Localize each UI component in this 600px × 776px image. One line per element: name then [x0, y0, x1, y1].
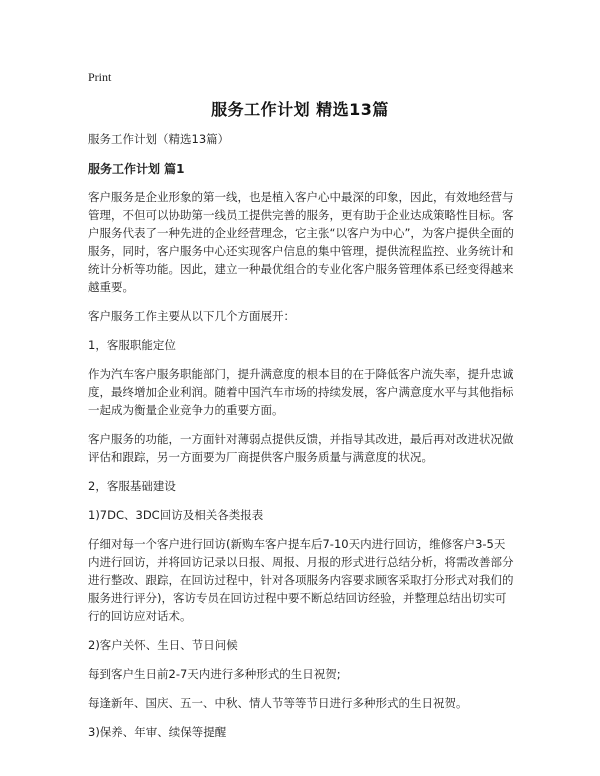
sub-heading: 1)7DC、3DC回访及相关各类报表 [88, 508, 264, 522]
section-heading: 服务工作计划 篇1 [88, 162, 185, 176]
sub-heading: 2)客户关怀、生日、节日问候 [88, 638, 238, 652]
paragraph: 客户服务工作主要从以下几个方面展开： [88, 309, 295, 323]
paragraph: 每逢新年、国庆、五一、中秋、情人节等等节日进行多种形式的生日祝贺。 [88, 696, 468, 710]
numbered-heading: 1，客服职能定位 [88, 338, 176, 352]
paragraph: 每到客户生日前2-7天内进行多种形式的生日祝贺; [88, 667, 341, 681]
page-title: 服务工作计划 精选13篇 [211, 100, 389, 119]
paragraph: 客户服务的功能，一方面针对薄弱点提供反馈，并指导其改进，最后再对改进状况做评估和跟踪，另一方面要为厂商提供客户服务质量与满意度的状况。 [88, 432, 514, 464]
document-subtitle: 服务工作计划（精选13篇） [88, 132, 230, 146]
document-body [88, 130, 516, 752]
print-label: Print [88, 70, 112, 84]
paragraph: 作为汽车客户服务职能部门，提升满意度的根本目的在于降低客户流失率，提升忠诚度，最终增加企业利润。随着中国汽车市场的持续发展，客户满意度水平与其他指标一起成为衡量企业竞争力的重要方面。 [88, 367, 514, 417]
sub-heading: 3)保养、年审、续保等提醒 [88, 725, 227, 739]
paragraph: 仔细对每一个客户进行回访(新购车客户提车后7-10天内进行回访，维修客户3-5天内进行回访，并将回访记录以日报、周报、月报的形式进行总结分析，将需改善部分进行整改、跟踪，在回访过程中，针对各项服务内容要求顾客采取打分形式对我们的服务进行评分)，客访专员在回访过程中要不断总结回访经验，并整理总结出切实可行的回访应对话术。 [88, 537, 514, 623]
numbered-heading: 2，客服基础建设 [88, 479, 176, 493]
paragraph: 客户服务是企业形象的第一线，也是植入客户心中最深的印象，因此，有效地经营与管理，不但可以协助第一线员工提供完善的服务，更有助于企业达成策略性目标。客户服务代表了一种先进的企业经营理念，它主张“以客户为中心”，为客户提供全面的服务，同时，客户服务中心还实现客户信息的集中管理，提供流程监控、业务统计和统计分析等功能。因此，建立一种最优组合的专业化客户服务管理体系已经变得越来越重要。 [88, 190, 514, 294]
